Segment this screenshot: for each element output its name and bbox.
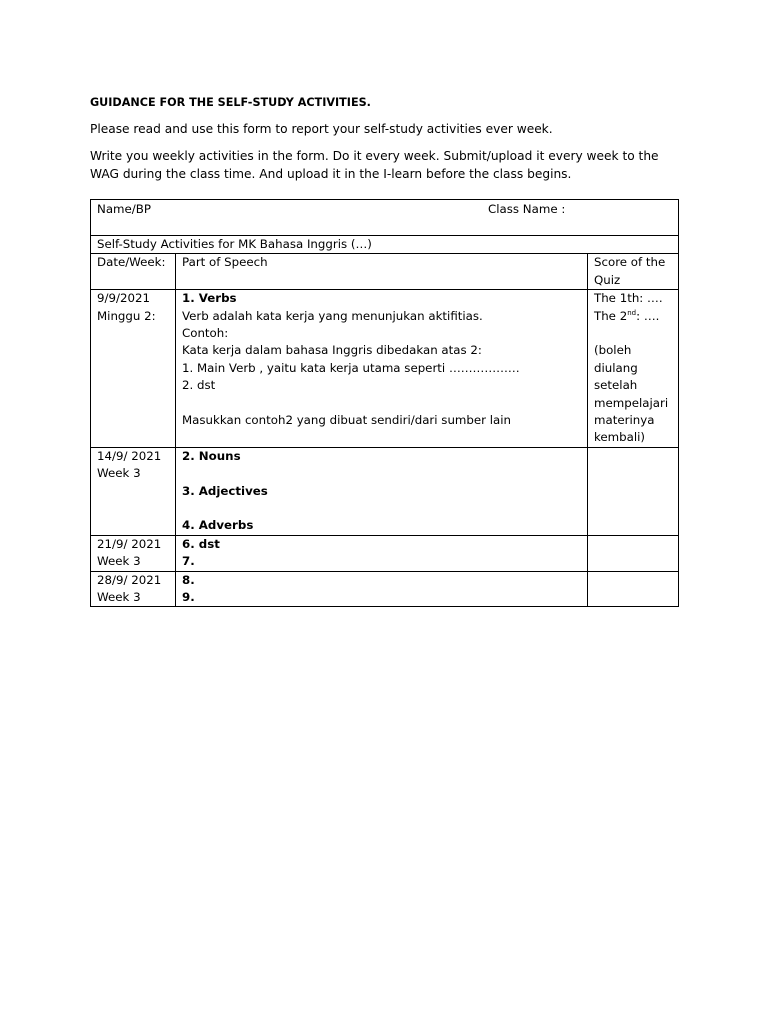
row1-line-4: 1. Main Verb , yaitu kata kerja utama seperti ……………… (182, 360, 520, 375)
document-heading: GUIDANCE FOR THE SELF-STUDY ACTIVITIES. (90, 96, 371, 109)
row4-date: 28/9/ 2021 (97, 572, 162, 587)
class-name-label: Class Name : (488, 202, 566, 216)
row4-week: Week 3 (97, 590, 141, 605)
row4-score-cell (588, 571, 679, 607)
table-row (91, 535, 679, 571)
document-body (90, 94, 678, 193)
row1-line-7: Masukkan contoh2 yang dibuat sendiri/dari sumber lain (182, 413, 512, 428)
header-part: Part of Speech (176, 254, 588, 290)
row2-item-3: 4. Adverbs (182, 518, 254, 533)
title-row (91, 236, 679, 254)
table-row (91, 290, 679, 448)
row2-gap-1 (182, 465, 581, 482)
row4-date-cell (91, 571, 176, 607)
row1-part-cell (176, 290, 588, 448)
row1-line-2: Contoh: (182, 326, 229, 341)
name-cell (91, 200, 679, 236)
row1-title: 1. Verbs (182, 291, 237, 306)
row2-date-cell (91, 447, 176, 535)
row2-item-2: 3. Adjectives (182, 483, 268, 498)
score-note-1: (boleh (594, 343, 632, 358)
name-row (91, 200, 679, 236)
score-second-prefix: The 2 (594, 308, 628, 323)
row2-gap-2 (182, 500, 581, 517)
score-second (594, 308, 672, 325)
row1-line-3: Kata kerja dalam bahasa Inggris dibedakan atas 2: (182, 343, 482, 358)
score-note-6: kembali) (594, 430, 646, 445)
row4-item-1: 8. (182, 572, 195, 587)
row2-part-cell (176, 447, 588, 535)
score-note-3: setelah (594, 378, 638, 393)
row3-part-cell (176, 535, 588, 571)
row3-score-cell (588, 535, 679, 571)
score-gap (594, 325, 672, 342)
row1-week: Minggu 2: (97, 308, 156, 323)
row2-score-cell (588, 447, 679, 535)
table-row (91, 447, 679, 535)
row3-item-1: 6. dst (182, 536, 220, 551)
row3-date-cell (91, 535, 176, 571)
row2-item-1: 2. Nouns (182, 448, 241, 463)
row1-score-cell (588, 290, 679, 448)
row2-date: 14/9/ 2021 (97, 448, 162, 463)
header-date: Date/Week: (91, 254, 176, 290)
table-row (91, 571, 679, 607)
row4-item-2: 9. (182, 590, 195, 605)
score-note-4: mempelajari (594, 395, 669, 410)
self-study-table (90, 199, 679, 607)
instruction-paragraph-1: Please read and use this form to report your self-study activities ever week. (90, 122, 553, 136)
row3-week: Week 3 (97, 554, 141, 569)
score-note-5: materinya (594, 413, 655, 428)
row1-line-6 (182, 395, 581, 412)
row1-line-1: Verb adalah kata kerja yang menunjukan aktifitias. (182, 308, 483, 323)
instruction-paragraph-2: Write you weekly activities in the form. Do it every week. Submit/upload it every week to the WAG during the class time. And upload it in the I-learn before the class begins. (90, 149, 659, 181)
score-second-sup: nd (627, 308, 637, 317)
row1-date-cell (91, 290, 176, 448)
table-title: Self-Study Activities for MK Bahasa Inggris (…) (91, 236, 679, 254)
header-score: Score of the Quiz (588, 254, 679, 290)
row2-week: Week 3 (97, 466, 141, 481)
score-second-suffix: : …. (636, 308, 660, 323)
row1-line-5: 2. dst (182, 378, 216, 393)
row1-date: 9/9/2021 (97, 291, 150, 306)
row4-part-cell (176, 571, 588, 607)
row3-item-2: 7. (182, 554, 195, 569)
header-row (91, 254, 679, 290)
name-label: Name/BP (97, 202, 151, 216)
row3-date: 21/9/ 2021 (97, 536, 162, 551)
score-note-2: diulang (594, 360, 638, 375)
score-first: The 1th: …. (594, 291, 663, 306)
